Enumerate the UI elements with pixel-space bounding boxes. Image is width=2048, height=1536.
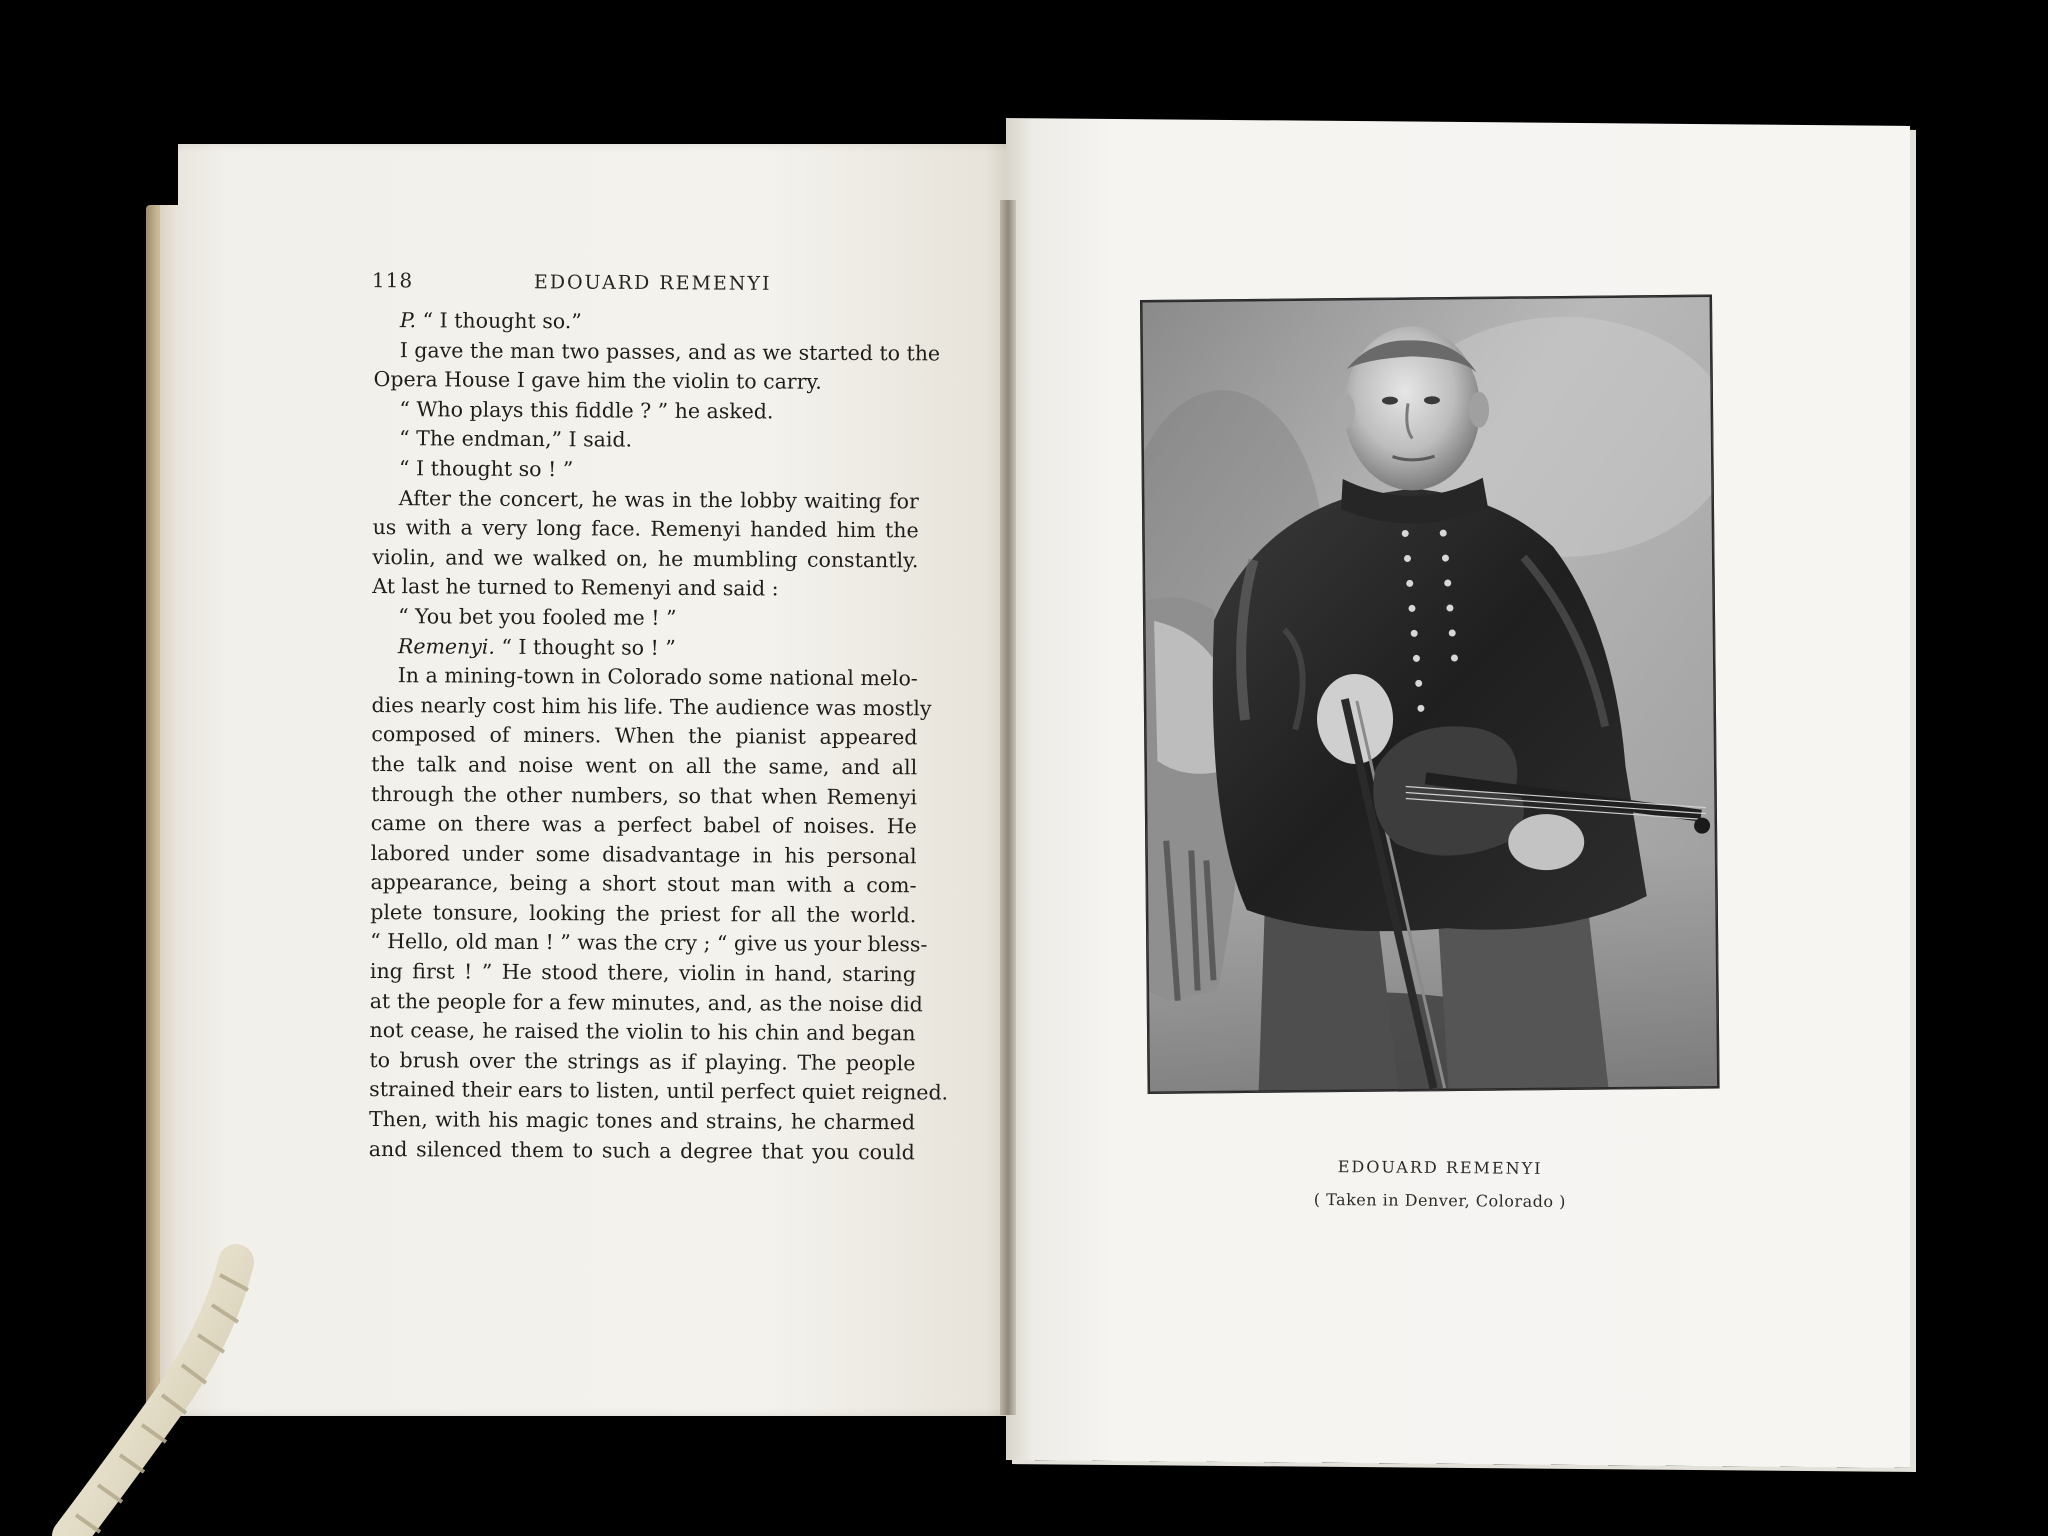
line-text: Then, with his magic tones and strains, he charmed <box>368 1107 916 1135</box>
text-line <box>371 720 917 753</box>
text-line <box>369 1016 915 1049</box>
line-text: dies nearly cost him his life. The audience was mostly <box>371 692 932 721</box>
line-text: After the concert, he was in the lobby waiting for <box>398 485 919 513</box>
text-line <box>372 543 918 576</box>
text-line <box>371 750 917 783</box>
line-text: to brush over the strings as if playing. The people <box>369 1047 916 1076</box>
line-text: violin, and we walked on, he mumbling constantly. <box>372 544 919 573</box>
text-line <box>372 632 918 665</box>
text-line <box>373 365 919 398</box>
text-line <box>373 513 919 546</box>
line-text: “ I thought so ! ” <box>501 634 676 660</box>
line-text: at the people for a few minutes, and, as the noise did <box>369 988 923 1017</box>
text-line <box>371 839 917 872</box>
text-line <box>369 1135 915 1168</box>
text-line <box>374 336 941 369</box>
speaker-label: P. <box>399 308 417 333</box>
line-text: “ You bet you fooled me ! ” <box>398 604 677 630</box>
caption-title: EDOUARD REMENYI <box>1337 1157 1543 1178</box>
line-text: ing first ! ” He stood there, violin in hand, staring <box>369 959 917 987</box>
line-text: plete tonsure, looking the priest for all the world. <box>370 899 917 928</box>
line-text: “ Hello, old man ! ” was the cry ; “ give us your bless- <box>370 929 928 957</box>
line-text: appearance, being a short stout man with a com- <box>370 870 917 898</box>
line-text: At last he turned to Remenyi and said : <box>372 574 779 601</box>
line-text: us with a very long face. Remenyi handed him the <box>372 515 919 543</box>
text-line <box>370 927 928 960</box>
page-number: 118 <box>371 268 414 293</box>
text-line <box>373 454 919 487</box>
line-text: strained their ears to listen, until perfect quiet reigned. <box>369 1077 949 1105</box>
line-text: “ Who plays this fiddle ? ” he asked. <box>399 396 774 424</box>
line-text: “ The endman,” I said. <box>399 426 633 452</box>
text-line <box>369 1046 915 1079</box>
text-line <box>373 424 919 457</box>
text-line <box>371 691 932 724</box>
text-line <box>373 484 919 517</box>
text-line <box>371 779 917 812</box>
text-line <box>373 395 919 428</box>
caption-subtitle: ( Taken in Denver, Colorado ) <box>1313 1189 1566 1212</box>
line-text: In a mining-town in Colorado some national melo- <box>397 663 918 691</box>
line-text: “ I thought so.” <box>422 308 582 334</box>
text-line <box>372 572 918 605</box>
line-text: not cease, he raised the violin to his chin and began <box>369 1018 916 1046</box>
line-text: came on there was a perfect babel of noises. He <box>370 811 917 839</box>
body-text <box>368 306 949 1168</box>
running-head-title: EDOUARD REMENYI <box>533 271 772 295</box>
text-line <box>371 809 917 842</box>
portrait-photograph <box>1140 295 1720 1094</box>
portrait-photo-icon <box>1141 296 1719 1093</box>
line-text: Opera House I gave him the violin to carry. <box>373 367 822 394</box>
text-line <box>372 661 918 694</box>
text-line <box>369 1105 915 1138</box>
text-line <box>372 602 918 635</box>
line-text: labored under some disadvantage in his personal <box>370 840 917 869</box>
text-line <box>370 957 916 990</box>
text-line <box>369 1075 949 1108</box>
line-text: composed of miners. When the pianist appeared <box>371 722 918 750</box>
speaker-label: Remenyi. <box>397 633 495 659</box>
line-text: through the other numbers, so that when Remenyi <box>370 781 918 809</box>
line-text: the talk and noise went on all the same, and all <box>371 751 918 780</box>
plate-caption <box>1250 1156 1630 1211</box>
line-text: “ I thought so ! ” <box>398 456 574 482</box>
line-text: I gave the man two passes, and as we started to the <box>399 337 941 366</box>
text-line <box>370 868 916 901</box>
text-line <box>370 898 916 931</box>
text-line <box>374 306 920 339</box>
text-line <box>369 987 923 1020</box>
book-gutter <box>1000 200 1016 1415</box>
line-text: and silenced them to such a degree that you could <box>368 1136 915 1164</box>
